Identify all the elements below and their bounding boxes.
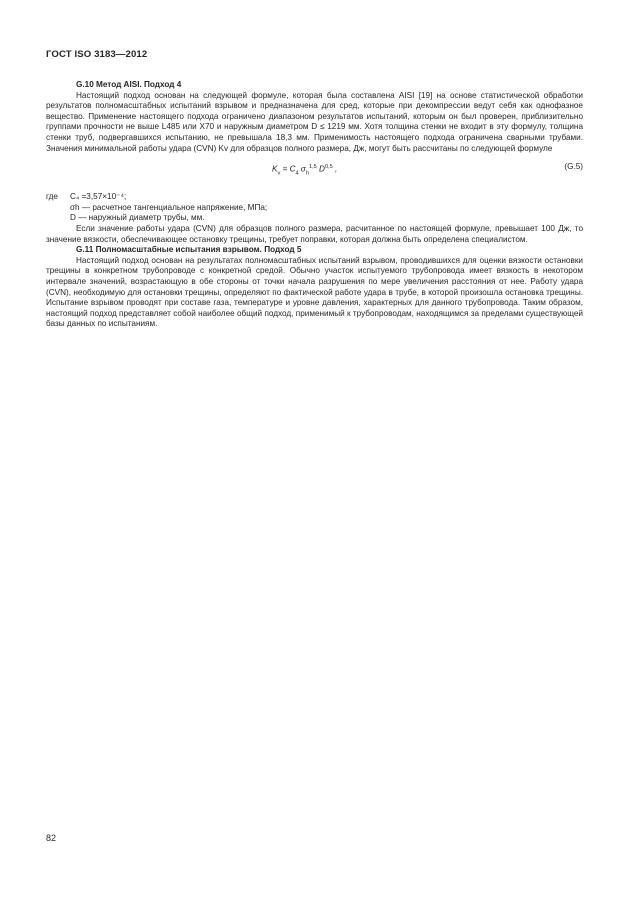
formula-number: (G.5) — [564, 162, 583, 172]
formula-lhs-sub: v — [277, 170, 281, 177]
page-content — [46, 80, 583, 330]
formula-eq: = C — [280, 164, 296, 174]
formula-d-sup: 0,5 — [324, 164, 333, 171]
where-lead: где — [46, 192, 58, 202]
section-g10-note: Если значение работы удара (CVN) для образцов полного размера, расчитанное по настоящей формуле, превышает 100 Дж, то значение вязкости, обеспечивающее остановку трещины, требует поправки, которая должна быть определена специалистом. — [46, 223, 583, 244]
formula-c-sub: 4 — [295, 170, 299, 177]
formula-lhs: K — [272, 164, 278, 174]
formula-g5 — [46, 162, 583, 188]
formula-tail: , — [332, 164, 338, 174]
where-d: D — наружный диаметр трубы, мм. — [70, 213, 205, 223]
formula-expression — [272, 162, 337, 179]
formula-d: D — [316, 164, 325, 174]
where-sigma: σh — расчетное тангенциальное напряжение, МПа; — [70, 202, 268, 212]
page-number: 82 — [46, 833, 57, 843]
section-g10-paragraph: Настоящий подход основан на следующей формуле, которая была составлена AISI [19] на основе статистической обработки результатов полномасштабных испытаний взрывом и предназначена для сред, которые при декомпрессии ведут себя как однофазное вещество. Применение настоящего подхода ограничено диапазоном результатов испытаний, которым он был проверен, приблизительно группами прочности не выше L485 или X70 и наружным диаметром D ≤ 1219 мм. Хотя толщина стенки не входит в эту формулу, толщина стенки труб, подвергавшихся испытанию, не превышала 18,3 мм. Применимость настоящего подхода ограничена сварными трубами. Значения минимальной работы удара (CVN) Kv для образцов полного размера, Дж, могут быть рассчитаны по следующей формуле — [46, 90, 583, 153]
where-row-c4 — [46, 192, 583, 203]
where-list — [46, 192, 583, 224]
formula-sigma: σ — [298, 164, 306, 174]
document-header: ГОСТ ISO 3183—2012 — [46, 49, 148, 60]
section-g11-paragraph: Настоящий подход основан на результатах полномасштабных испытаний взрывом, проводившихся для оценки вязкости остановки трещины в конкретном трубопроводе с конкретной средой. Обычно участок испытуемого трубопровода имеет вязкость в некотором интервале значений, возрастающую в обе стороны от точки начала разрушения по мере увеличения расстояния от нее. Работу удара (CVN), необходимую для остановки трещины, определяют по фактической работе удара в трубе, в которой произошла остановка трещины. Испытание взрывом проводят при составе газа, температуре и уровне давления, характерных для данного трубопровода. Таким образом, настоящий подход представляет собой наиболее общий подход, применимый к трубопроводам, находящимся за пределами существующей базы данных по испытаниям. — [46, 255, 583, 329]
section-heading-g11: G.11 Полномасштабные испытания взрывом. Подход 5 — [76, 245, 302, 255]
formula-sigma-sub: h — [305, 170, 309, 177]
section-heading-g10: G.10 Метод AISI. Подход 4 — [76, 80, 182, 89]
where-c4: C₄ =3,57×10⁻⁴; — [70, 192, 127, 202]
formula-sigma-sup: 1,5 — [308, 164, 317, 171]
